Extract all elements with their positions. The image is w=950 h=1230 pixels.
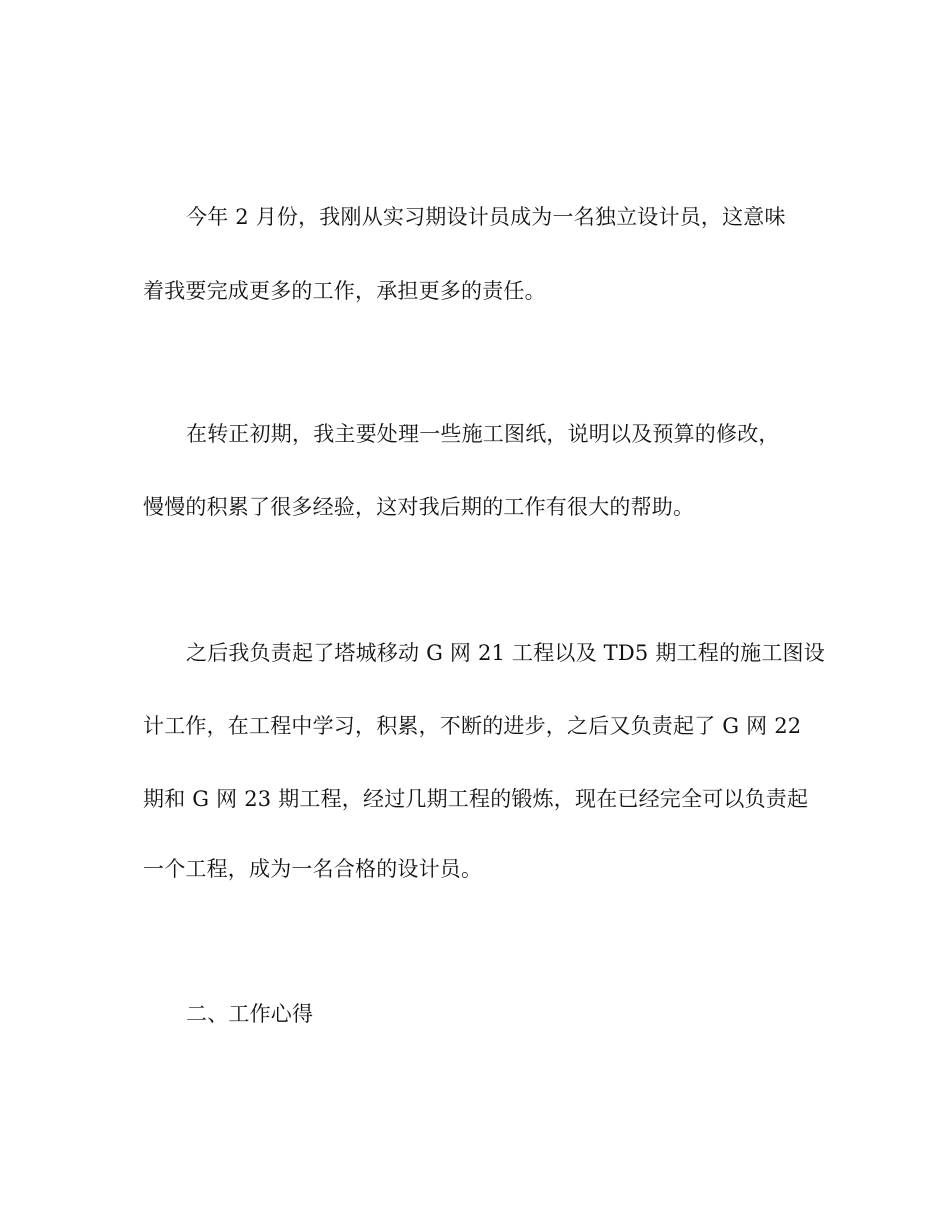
paragraph-3-line-2: 计工作，在工程中学习，积累，不断的进步，之后又负责起了 G 网 22 (143, 714, 802, 738)
paragraph-2-line-1: 在转正初期，我主要处理一些施工图纸，说明以及预算的修改， (186, 422, 780, 446)
paragraph-3-line-4: 一个工程，成为一名合格的设计员。 (143, 857, 483, 881)
paragraph-1-line-1: 今年 2 月份，我刚从实习期设计员成为一名独立设计员，这意味 (186, 205, 786, 229)
section-heading: 二、工作心得 (186, 1002, 314, 1026)
paragraph-3-line-1: 之后我负责起了塔城移动 G 网 21 工程以及 TD5 期工程的施工图设 (186, 641, 825, 665)
paragraph-3-line-3: 期和 G 网 23 期工程，经过几期工程的锻炼，现在已经完全可以负责起 (143, 787, 809, 811)
paragraph-1-line-2: 着我要完成更多的工作，承担更多的责任。 (143, 279, 546, 303)
paragraph-2-line-2: 慢慢的积累了很多经验，这对我后期的工作有很大的帮助。 (143, 495, 695, 519)
